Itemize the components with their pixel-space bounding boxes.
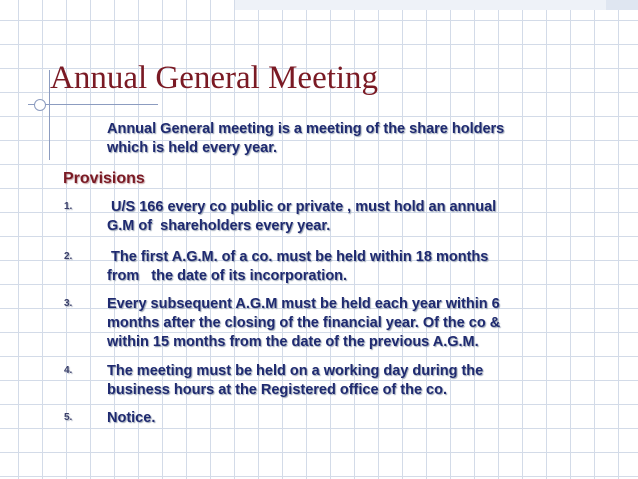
top-right-decor-block	[606, 0, 638, 10]
title-horizontal-rule	[28, 104, 158, 105]
list-item-line: G.M of shareholders every year.	[107, 218, 331, 234]
list-item-line: Every subsequent A.G.M must be held each year within 6	[107, 296, 500, 312]
list-item-line: U/S 166 every co public or private , must hold an annual	[107, 199, 497, 215]
list-item-text	[107, 362, 483, 400]
provisions-heading: Provisions	[63, 170, 145, 187]
list-item-text	[107, 295, 500, 352]
list-item-text	[107, 409, 155, 428]
list-number: 5.	[64, 412, 73, 423]
list-item-line: The meeting must be held on a working day during the	[107, 363, 484, 379]
slide-title: Annual General Meeting	[50, 60, 379, 96]
list-number: 3.	[64, 298, 73, 309]
intro-line-2: which is held every year.	[107, 140, 278, 156]
title-circle-ornament	[34, 99, 46, 111]
list-number: 2.	[64, 251, 73, 262]
list-item-line: The first A.G.M. of a co. must be held within 18 months	[107, 249, 489, 265]
intro-paragraph	[107, 120, 504, 158]
list-item-text	[107, 198, 496, 236]
list-number: 1.	[64, 201, 73, 212]
intro-line-1: Annual General meeting is a meeting of the share holders	[107, 121, 505, 137]
list-item-line: Notice.	[107, 410, 156, 426]
list-item-line: business hours at the Registered office of the co.	[107, 382, 448, 398]
list-item-line: from the date of its incorporation.	[107, 268, 348, 284]
list-item-line: within 15 months from the date of the previous A.G.M.	[107, 334, 479, 350]
top-decor-band	[235, 0, 638, 10]
list-number: 4.	[64, 365, 73, 376]
list-item-line: months after the closing of the financial year. Of the co &	[107, 315, 501, 331]
title-vertical-rule	[49, 70, 50, 160]
list-item-text	[107, 248, 488, 286]
